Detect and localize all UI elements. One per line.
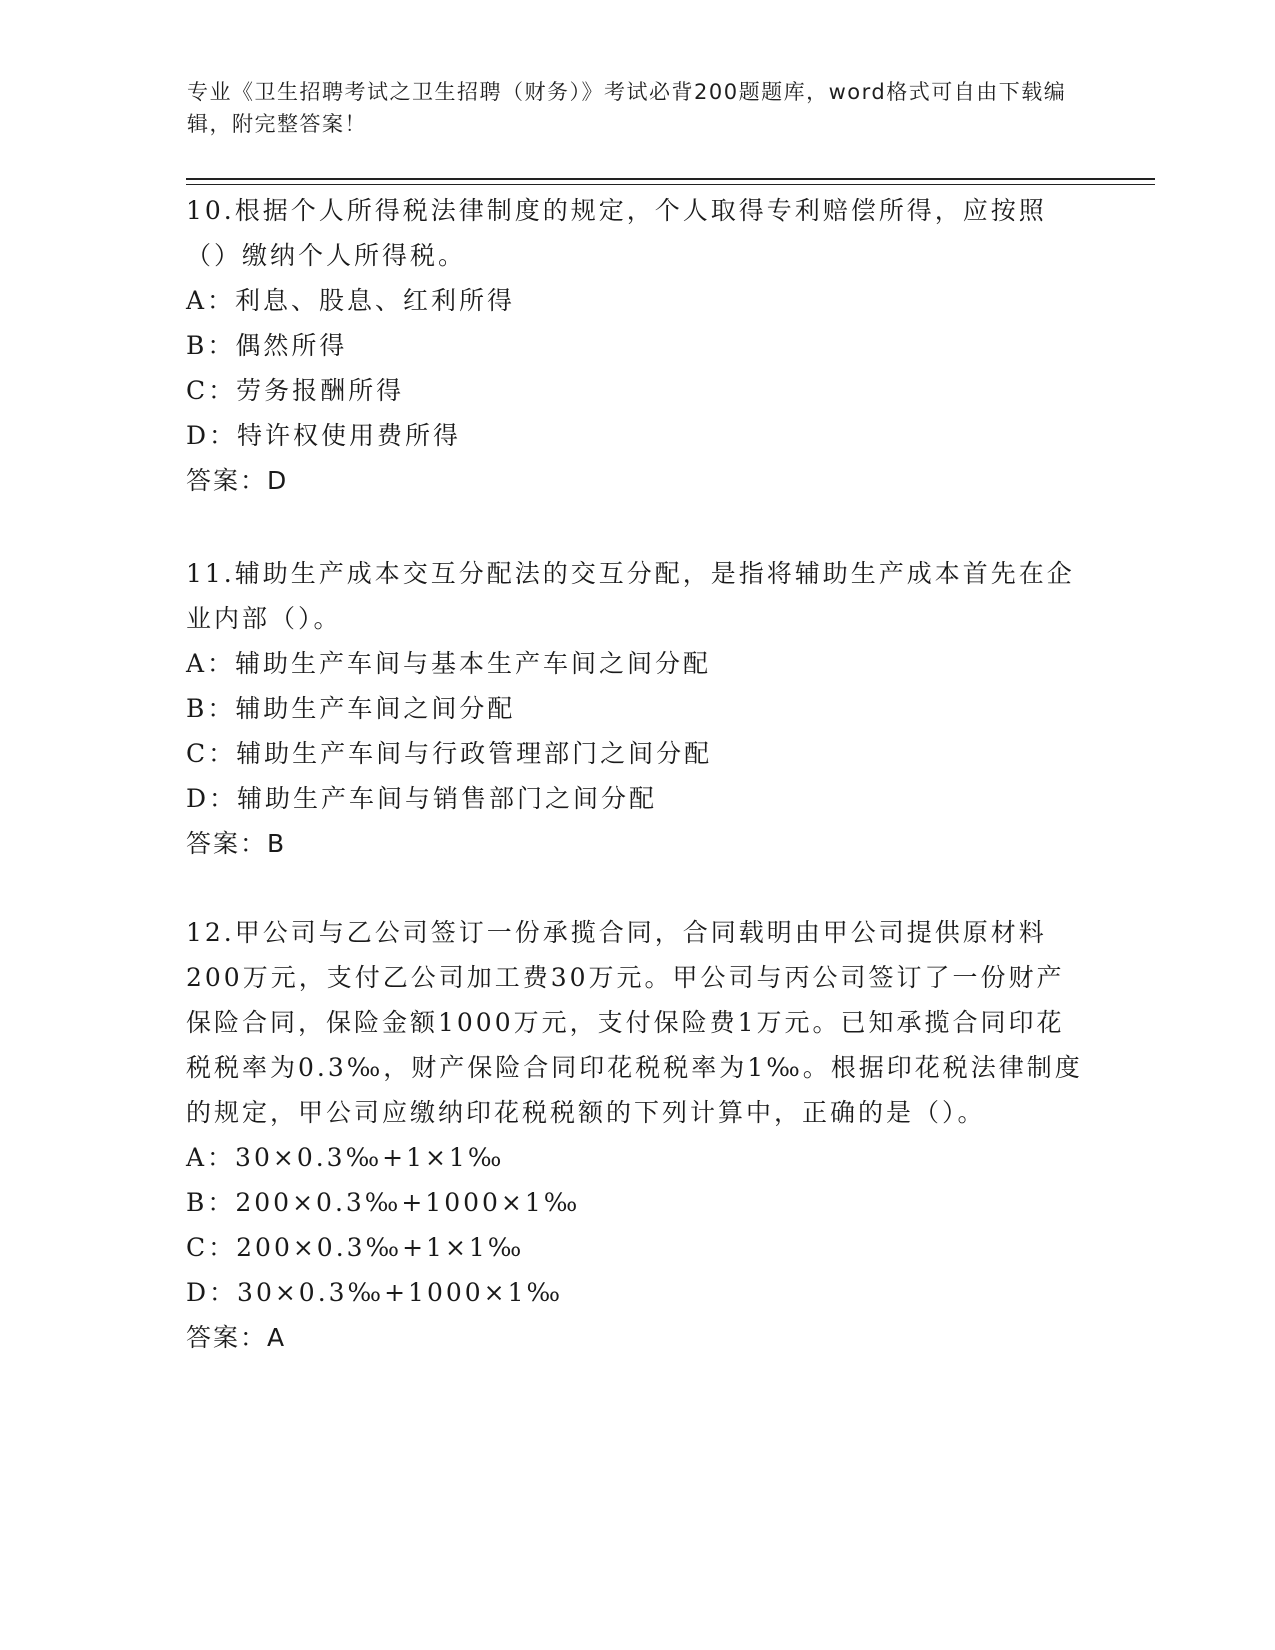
question-11 xyxy=(186,551,1086,866)
answer-line: 答案：A xyxy=(186,1323,287,1352)
question-stem: 12.甲公司与乙公司签订一份承揽合同，合同载明由甲公司提供原材料200万元，支付乙公司加工费30万元。甲公司与丙公司签订了一份财产保险合同，保险金额1000万元，支付保险费1万元。已知承揽合同印花税税率为0.3‰，财产保险合同印花税税率为1‰。根据印花税法律制度的规定，甲公司应缴纳印花税税额的下列计算中，正确的是（）。 xyxy=(186,918,1083,1127)
question-12 xyxy=(186,910,1086,1360)
header-divider-thick xyxy=(186,178,1155,180)
option-a: A：30×0.3‰+1×1‰ xyxy=(186,1143,505,1172)
option-a: A：辅助生产车间与基本生产车间之间分配 xyxy=(186,649,712,678)
option-d: D：特许权使用费所得 xyxy=(186,421,462,450)
option-b: B：辅助生产车间之间分配 xyxy=(186,694,516,723)
document-header: 专业《卫生招聘考试之卫生招聘（财务）》考试必背200题题库，word格式可自由下载编辑，附完整答案！ xyxy=(187,80,1067,136)
header-divider-thin xyxy=(186,184,1155,185)
answer-line: 答案：D xyxy=(186,466,289,495)
answer-line: 答案：B xyxy=(186,829,287,858)
option-b: B：偶然所得 xyxy=(186,331,348,360)
option-d: D：辅助生产车间与销售部门之间分配 xyxy=(186,784,658,813)
question-10 xyxy=(186,188,1086,503)
question-stem: 11.辅助生产成本交互分配法的交互分配，是指将辅助生产成本首先在企业内部（）。 xyxy=(186,559,1075,633)
option-d: D：30×0.3‰+1000×1‰ xyxy=(186,1278,564,1307)
question-stem: 10.根据个人所得税法律制度的规定，个人取得专利赔偿所得，应按照（）缴纳个人所得税。 xyxy=(186,196,1047,270)
option-b: B：200×0.3‰+1000×1‰ xyxy=(186,1188,581,1217)
option-c: C：200×0.3‰+1×1‰ xyxy=(186,1233,525,1262)
option-c: C：劳务报酬所得 xyxy=(186,376,405,405)
option-a: A：利息、股息、红利所得 xyxy=(186,286,516,315)
option-c: C：辅助生产车间与行政管理部门之间分配 xyxy=(186,739,713,768)
